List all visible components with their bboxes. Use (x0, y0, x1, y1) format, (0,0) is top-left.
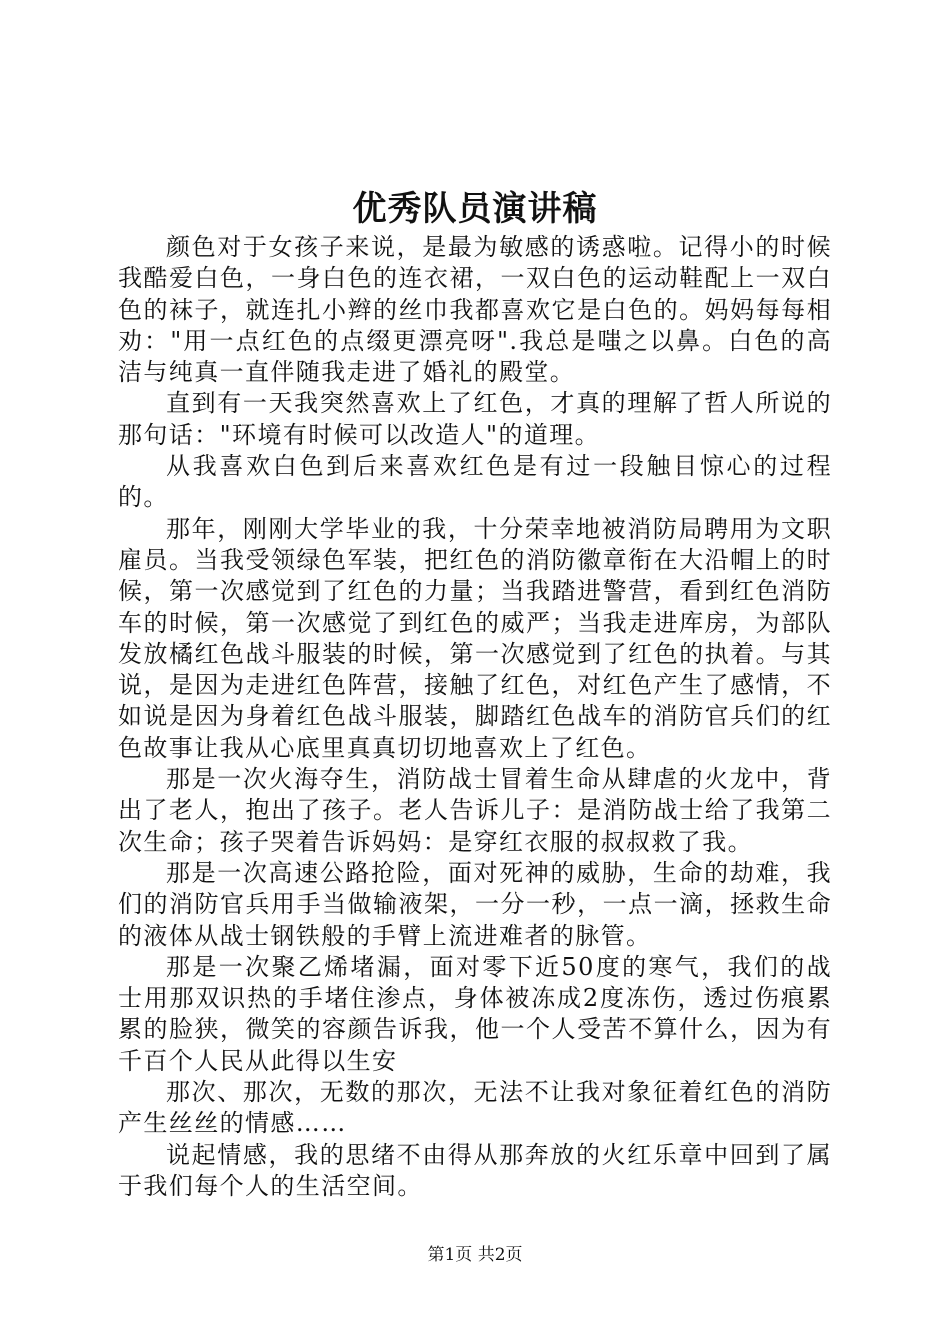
paragraph: 颜色对于女孩子来说，是最为敏感的诱惑啦。记得小的时候我酷爱白色，一身白色的连衣裙，一双白色的运动鞋配上一双白色的袜子，就连扎小辫的丝巾我都喜欢它是白色的。妈妈每每相劝："用一点红色的点缀更漂亮呀".我总是嗤之以鼻。白色的高洁与纯真一直伴随我走进了婚礼的殿堂。 (118, 233, 832, 387)
document-body (118, 232, 832, 1202)
document-title: 优秀队员演讲稿 (352, 189, 598, 229)
page-footer: 第1页 共2页 (427, 1245, 523, 1265)
paragraph: 直到有一天我突然喜欢上了红色，才真的理解了哲人所说的那句话："环境有时候可以改造人"的道理。 (118, 389, 832, 449)
paragraph: 那次、那次，无数的那次，无法不让我对象征着红色的消防产生丝丝的情感…… (118, 1078, 832, 1138)
paragraph: 那是一次高速公路抢险，面对死神的威胁，生命的劫难，我们的消防官兵用手当做输液架，一分一秒，一点一滴，拯救生命的液体从战士钢铁般的手臂上流进难者的脉管。 (118, 858, 832, 950)
paragraph: 说起情感，我的思绪不由得从那奔放的火红乐章中回到了属于我们每个人的生活空间。 (118, 1140, 832, 1200)
paragraph: 从我喜欢白色到后来喜欢红色是有过一段触目惊心的过程的。 (118, 452, 832, 512)
paragraph: 那是一次火海夺生，消防战士冒着生命从肆虐的火龙中，背出了老人，抱出了孩子。老人告诉儿子：是消防战士给了我第二次生命；孩子哭着告诉妈妈：是穿红衣服的叔叔救了我。 (118, 765, 832, 856)
paragraph: 那是一次聚乙烯堵漏，面对零下近50度的寒气，我们的战士用那双识热的手堵住渗点，身体被冻成2度冻伤，透过伤痕累累的脸狭，微笑的容颜告诉我，他一个人受苦不算什么，因为有千百个人民从此得以生安 (118, 952, 832, 1075)
paragraph: 那年，刚刚大学毕业的我，十分荣幸地被消防局聘用为文职雇员。当我受领绿色军装，把红色的消防徽章衔在大沿帽上的时候，第一次感觉到了红色的力量；当我踏进警营，看到红色消防车的时候，第一次感觉了到红色的威严；当我走进库房，为部队发放橘红色战斗服装的时候，第一次感觉到了红色的执着。与其说，是因为走进红色阵营，接触了红色，对红色产生了感情，不如说是因为身着红色战斗服装，脚踏红色战车的消防官兵们的红色故事让我从心底里真真切切地喜欢上了红色。 (118, 514, 832, 762)
